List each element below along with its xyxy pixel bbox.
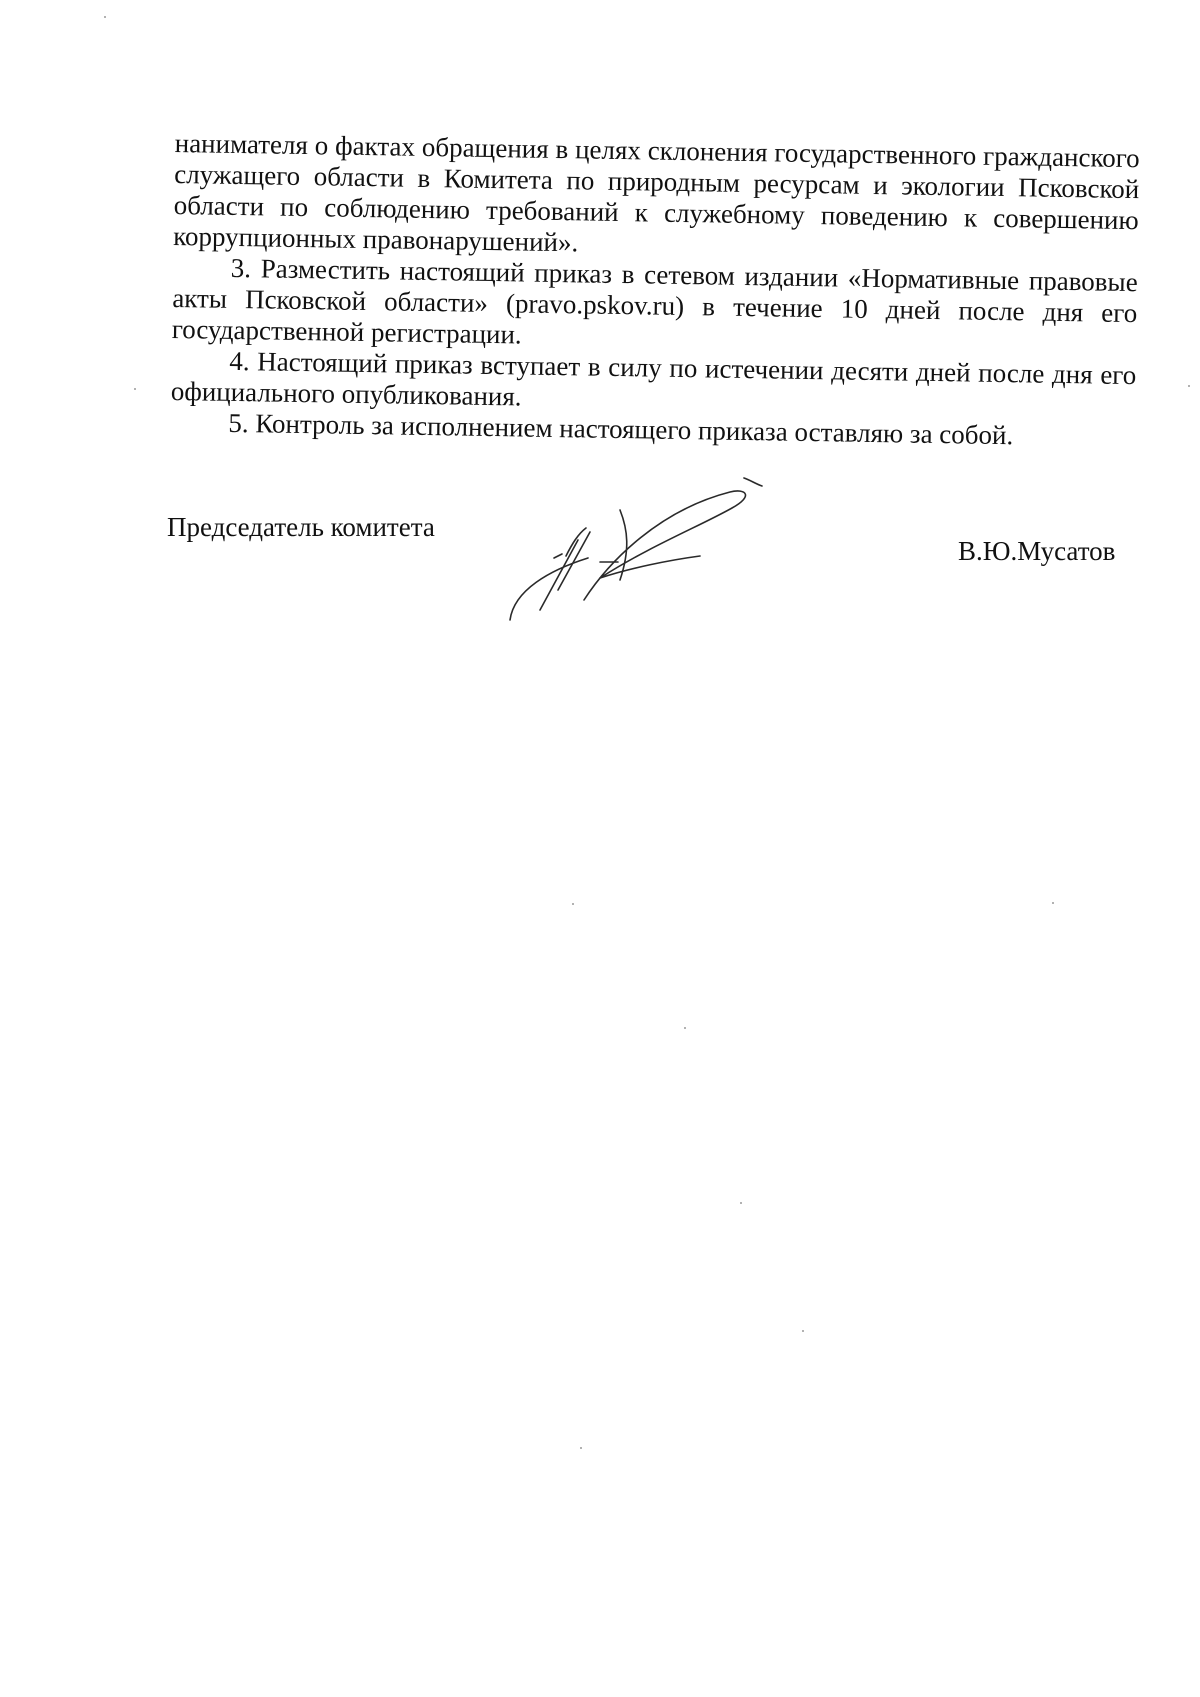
scan-speck	[104, 16, 106, 18]
paragraph-item-3: 3. Разместить настоящий приказ в сетевом издании «Нормативные правовые акты Псковской области» (pravo.pskov.ru) в течение 10 дней после дня его государственной регистрации.	[171, 252, 1138, 350]
scan-speck	[740, 1202, 742, 1204]
document-body	[170, 128, 1140, 453]
signatory-name: В.Ю.Мусатов	[958, 536, 1116, 566]
scan-speck	[580, 1447, 582, 1449]
paragraph-item-5: 5. Контроль за исполнением настоящего приказа оставляю за собой.	[228, 407, 1014, 451]
paragraph-item-4: 4. Настоящий приказ вступает в силу по истечении десяти дней после дня его официального опубликования.	[170, 345, 1137, 412]
paragraph-continuation: нанимателя о фактах обращения в целях склонения государственного гражданского служащего области в Комитета по природным ресурсам и экологии Псковской области по соблюдению требований к служебному поведению к совершению коррупционных правонарушений».	[173, 128, 1140, 258]
handwritten-signature	[500, 470, 840, 630]
scan-speck	[684, 1027, 686, 1029]
scan-speck	[1052, 902, 1054, 904]
scan-speck	[572, 903, 574, 905]
scan-speck	[802, 1330, 804, 1332]
scan-speck	[134, 388, 136, 390]
scan-speck	[1188, 385, 1190, 387]
signatory-title: Председатель комитета	[167, 512, 435, 542]
